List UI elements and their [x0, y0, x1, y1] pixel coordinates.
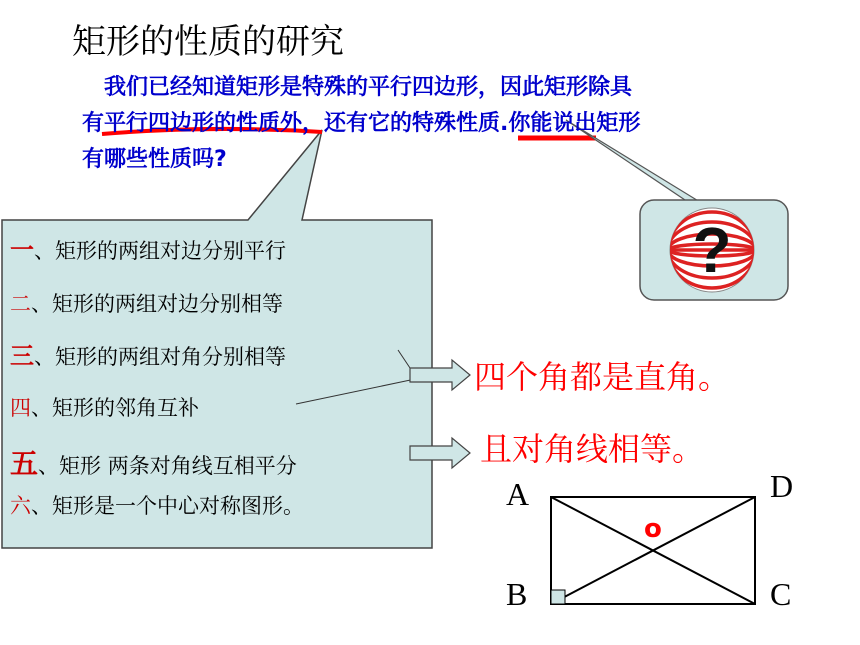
property-text: 、矩形的两组对边分别相等 [31, 292, 283, 316]
property-number: 二 [10, 292, 31, 316]
property-item-3 [10, 336, 286, 371]
property-text: 、矩形是一个中心对称图形。 [31, 494, 304, 518]
page-title: 矩形的性质的研究 [72, 22, 344, 62]
property-number: 六 [10, 494, 31, 518]
vertex-label-a: A [506, 476, 530, 512]
right-angle-marker [551, 590, 565, 604]
vertex-label-d: D [770, 468, 794, 504]
center-label-o: o [644, 514, 662, 544]
intro-line-2: 有平行四边形的性质外，还有它的特殊性质.你能说出矩形 [82, 111, 641, 136]
property-number: 一 [10, 236, 34, 264]
property-number: 五 [10, 447, 39, 480]
intro-line-3: 有哪些性质吗? [82, 147, 227, 172]
svg-text:?: ? [692, 214, 732, 286]
answer-angles: 四个角都是直角。 [474, 358, 731, 396]
property-text: 、矩形的两组对边分别平行 [34, 239, 286, 263]
property-text: 、矩形 两条对角线互相平分 [38, 454, 297, 478]
property-number: 四 [10, 396, 31, 420]
answer-diagonals: 且对角线相等。 [480, 430, 705, 468]
property-text: 、矩形的两组对角分别相等 [34, 345, 286, 369]
property-number: 三 [10, 342, 34, 370]
vertex-label-c: C [770, 576, 792, 612]
intro-line-1: 我们已经知道矩形是特殊的平行四边形，因此矩形除具 [104, 75, 633, 100]
property-item-4 [10, 392, 199, 422]
property-text: 、矩形的邻角互补 [31, 396, 199, 420]
property-item-1 [10, 230, 286, 265]
vertex-label-b: B [506, 576, 528, 612]
property-item-2 [10, 288, 283, 318]
property-item-5 [10, 442, 297, 482]
property-item-6 [10, 490, 304, 520]
